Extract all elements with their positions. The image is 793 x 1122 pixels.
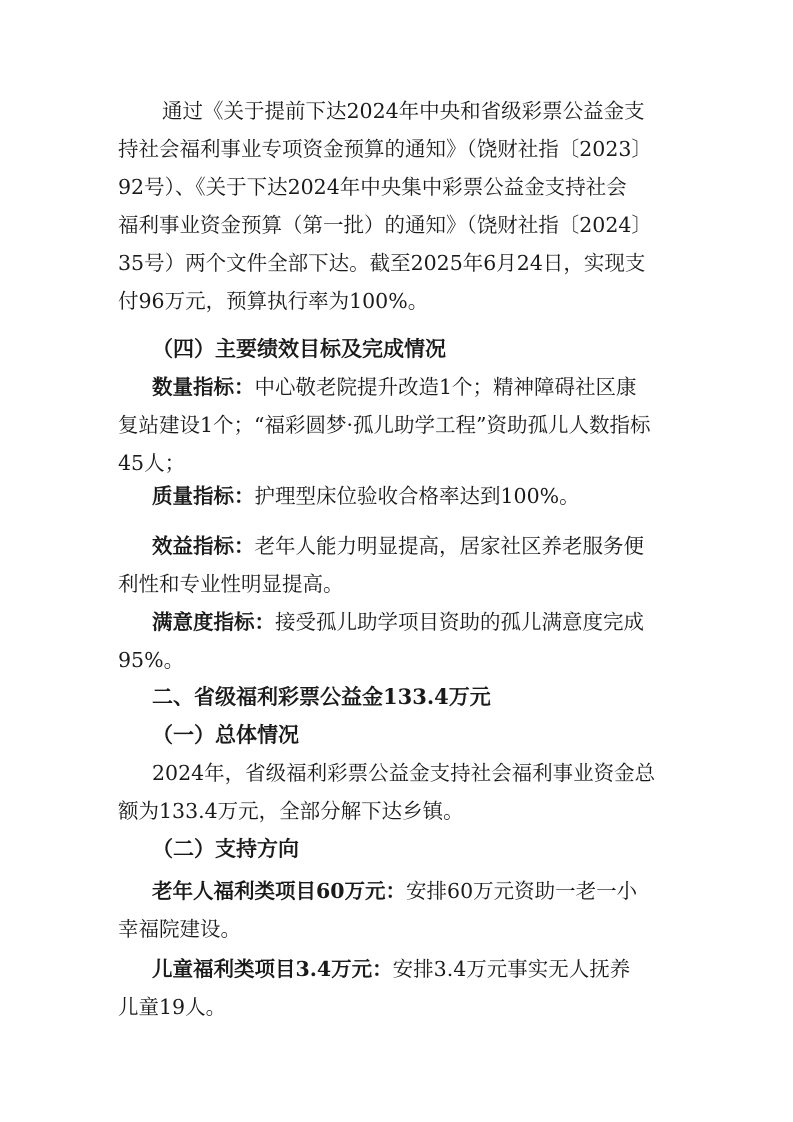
text-line: 复站建设1个；“福彩圆梦·孤儿助学工程”资助孤儿人数指标	[118, 413, 651, 437]
benefit-label: 效益指标：	[152, 534, 255, 558]
section-heading-four: （四）主要绩效目标及完成情况	[152, 336, 446, 361]
quantity-label: 数量指标：	[152, 375, 255, 399]
text-line: 儿童19人。	[118, 995, 227, 1019]
text-line: 95%。	[118, 648, 185, 672]
elderly-welfare-paragraph	[118, 872, 698, 948]
text-line: 护理型床位验收合格率达到100%。	[254, 484, 580, 508]
text-line: 老年人能力明显提高，居家社区养老服务便	[254, 534, 644, 558]
text-line: 安排3.4万元事实无人抚养	[392, 957, 631, 981]
text-line: 中心敬老院提升改造1个；精神障碍社区康	[254, 375, 637, 399]
text-line: 通过《关于提前下达2024年中央和省级彩票公益金支	[162, 99, 645, 123]
text-line: 幸福院建设。	[118, 917, 241, 941]
overall-paragraph	[118, 754, 698, 830]
text-line: 付96万元，预算执行率为100%。	[118, 289, 429, 313]
text-line: 安排60万元资助一老一小	[406, 879, 638, 903]
text-line: 额为133.4万元，全部分解下达乡镇。	[118, 799, 464, 823]
children-label: 儿童福利类项目3.4万元：	[152, 957, 393, 981]
subsection-overall-heading: （一）总体情况	[152, 722, 299, 747]
subsection-direction-heading: （二）支持方向	[152, 836, 299, 861]
quality-label: 质量指标：	[152, 484, 255, 508]
satisfaction-label: 满意度指标：	[152, 610, 275, 634]
text-line: 45人；	[118, 451, 186, 475]
elderly-label: 老年人福利类项目60万元：	[152, 879, 407, 903]
text-line: 持社会福利事业专项资金预算的通知》（饶财社指〔2023〕	[118, 137, 652, 161]
text-line: 35号）两个文件全部下达。截至2025年6月24日，实现支	[118, 251, 646, 275]
quality-indicator-paragraph	[152, 477, 712, 515]
section-two-heading: 二、省级福利彩票公益金133.4万元	[152, 684, 491, 709]
text-line: 2024年，省级福利彩票公益金支持社会福利事业资金总	[152, 761, 656, 785]
quantity-indicator-paragraph	[118, 368, 698, 482]
text-line: 福利事业资金预算（第一批）的通知》（饶财社指〔2024〕	[118, 213, 652, 237]
children-welfare-paragraph	[118, 950, 698, 1026]
text-line: 接受孤儿助学项目资助的孤儿满意度完成	[275, 610, 644, 634]
budget-release-paragraph	[118, 92, 680, 320]
satisfaction-indicator-paragraph	[118, 603, 698, 679]
text-line: 利性和专业性明显提高。	[118, 572, 344, 596]
benefit-indicator-paragraph	[118, 527, 698, 603]
text-line: 92号）、《关于下达2024年中央集中彩票公益金支持社会	[118, 175, 627, 199]
